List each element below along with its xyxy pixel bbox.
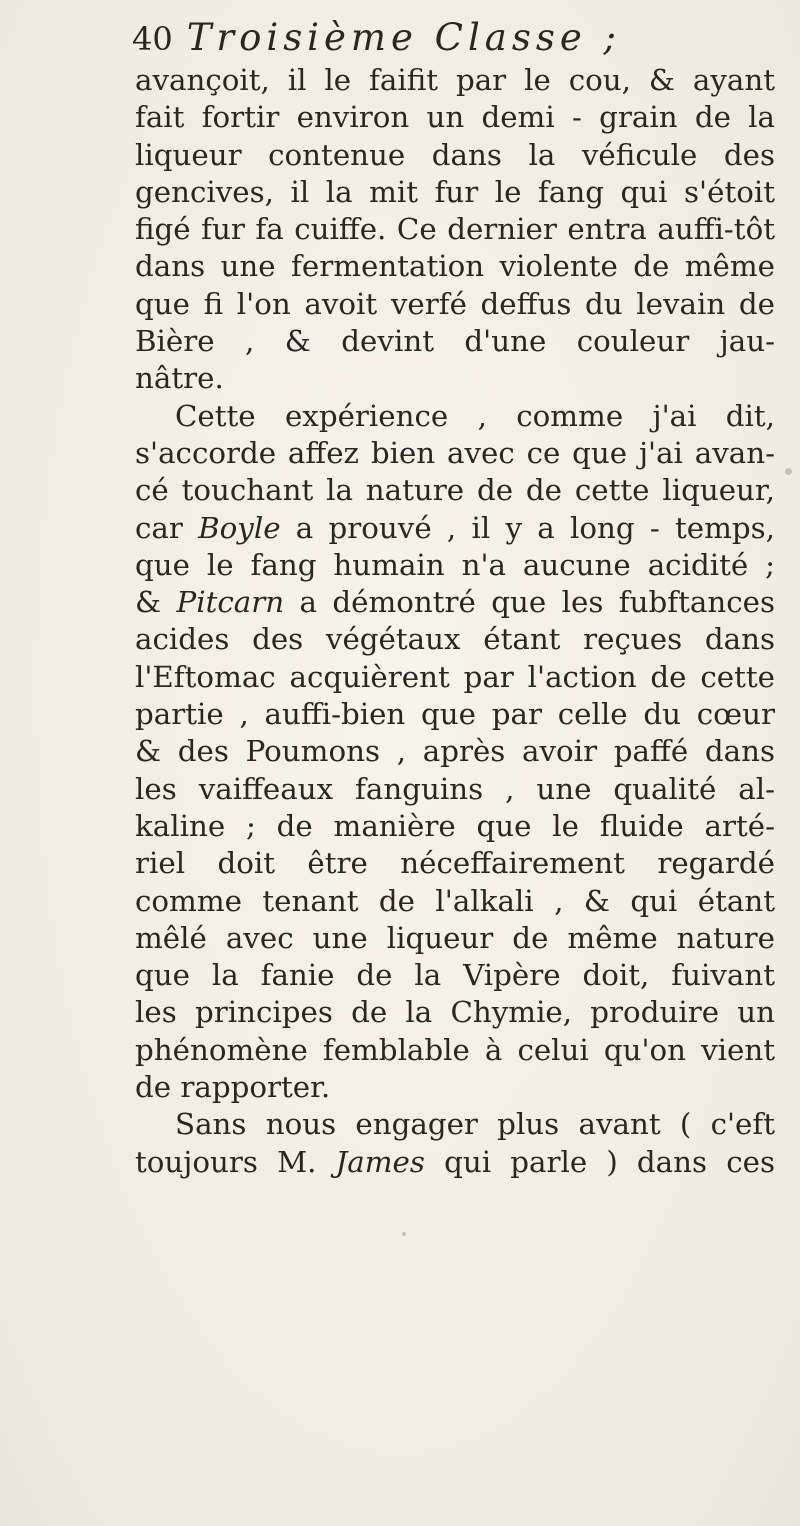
text-run: les principes de la Chymie, produire un — [135, 995, 775, 1030]
text-run: kaline ; de manière que le fluide arté- — [135, 808, 775, 843]
text-line — [135, 1069, 775, 1106]
text-line — [135, 696, 775, 733]
text-run: que la fanie de la Vipère doit, fuivant — [135, 958, 775, 993]
text-run: qui parle ) dans ces — [424, 1144, 775, 1179]
text-run: liqueur contenue dans la véficule des — [135, 137, 775, 172]
text-line — [135, 957, 775, 994]
paper-speck — [402, 1232, 406, 1236]
text-line — [135, 771, 775, 808]
text-run: que le fang humain n'a aucune acidité ; — [135, 547, 775, 582]
text-run: acides des végétaux étant reçues dans — [135, 622, 775, 657]
text-run: dans une fermentation violente de même — [135, 249, 775, 284]
text-run: phénomène femblable à celui qu'on vient — [135, 1032, 775, 1067]
italic-name: Boyle — [198, 510, 281, 545]
text-line — [135, 286, 775, 323]
page-number: 40 — [132, 20, 173, 58]
text-line — [135, 1032, 775, 1069]
text-line — [135, 510, 775, 547]
text-line — [135, 248, 775, 285]
text-run: a démontré que les fubftances — [284, 585, 775, 620]
text-run: de rapporter. — [135, 1070, 331, 1105]
text-line — [135, 659, 775, 696]
text-run: gencives, il la mit fur le fang qui s'étoit — [135, 174, 775, 209]
text-line — [135, 920, 775, 957]
text-line — [135, 360, 775, 397]
text-run: comme tenant de l'alkali , & qui étant — [135, 883, 775, 918]
text-line — [135, 733, 775, 770]
text-run: car — [135, 510, 199, 545]
text-run: Sans nous engager plus avant ( c'eft — [175, 1107, 775, 1142]
text-run: l'Eftomac acquièrent par l'action de cette — [135, 659, 775, 694]
text-line — [135, 621, 775, 658]
text-run: & — [135, 585, 177, 620]
text-line — [135, 137, 775, 174]
text-run: figé fur fa cuiffe. Ce dernier entra auffi-tôt — [135, 212, 775, 247]
text-run: que fi l'on avoit verfé deffus du levain de — [135, 286, 775, 321]
text-run: mêlé avec une liqueur de même nature — [135, 920, 775, 955]
text-line — [135, 808, 775, 845]
text-line — [135, 994, 775, 1031]
text-run: toujours M. — [135, 1144, 336, 1179]
text-run: a prouvé , il y a long - temps, — [280, 510, 775, 545]
text-run: cé touchant la nature de de cette liqueur, — [135, 473, 775, 508]
text-run: partie , auffi-bien que par celle du cœur — [135, 697, 775, 732]
text-line — [135, 584, 775, 621]
text-line — [135, 845, 775, 882]
text-line — [135, 174, 775, 211]
text-line — [135, 435, 775, 472]
italic-name: Pitcarn — [176, 585, 285, 620]
text-line — [135, 1144, 775, 1181]
page-header — [132, 18, 621, 59]
text-run: fait fortir environ un demi - grain de la — [135, 100, 775, 135]
text-run: Cette expérience , comme j'ai dit, — [175, 398, 775, 433]
text-line — [135, 1106, 775, 1143]
text-run: Bière , & devint d'une couleur jau- — [135, 324, 775, 359]
text-run: & des Poumons , après avoir paffé dans — [135, 734, 775, 769]
text-line — [135, 883, 775, 920]
text-run: riel doit être néceffairement regardé — [135, 846, 775, 881]
text-line — [135, 99, 775, 136]
running-head: Troisième Classe ; — [186, 16, 621, 59]
text-line — [135, 472, 775, 509]
text-line — [135, 211, 775, 248]
text-run: nâtre. — [135, 361, 224, 396]
paper-speck — [785, 468, 792, 475]
text-line — [135, 62, 775, 99]
text-line — [135, 547, 775, 584]
body-text — [135, 62, 775, 1181]
text-run: les vaiffeaux fanguins , une qualité al- — [135, 771, 775, 806]
text-run: avançoit, il le faifit par le cou, & ayant — [135, 63, 775, 97]
italic-name: James — [335, 1144, 425, 1179]
text-run: s'accorde affez bien avec ce que j'ai avan- — [135, 435, 775, 470]
text-line — [135, 398, 775, 435]
text-line — [135, 323, 775, 360]
